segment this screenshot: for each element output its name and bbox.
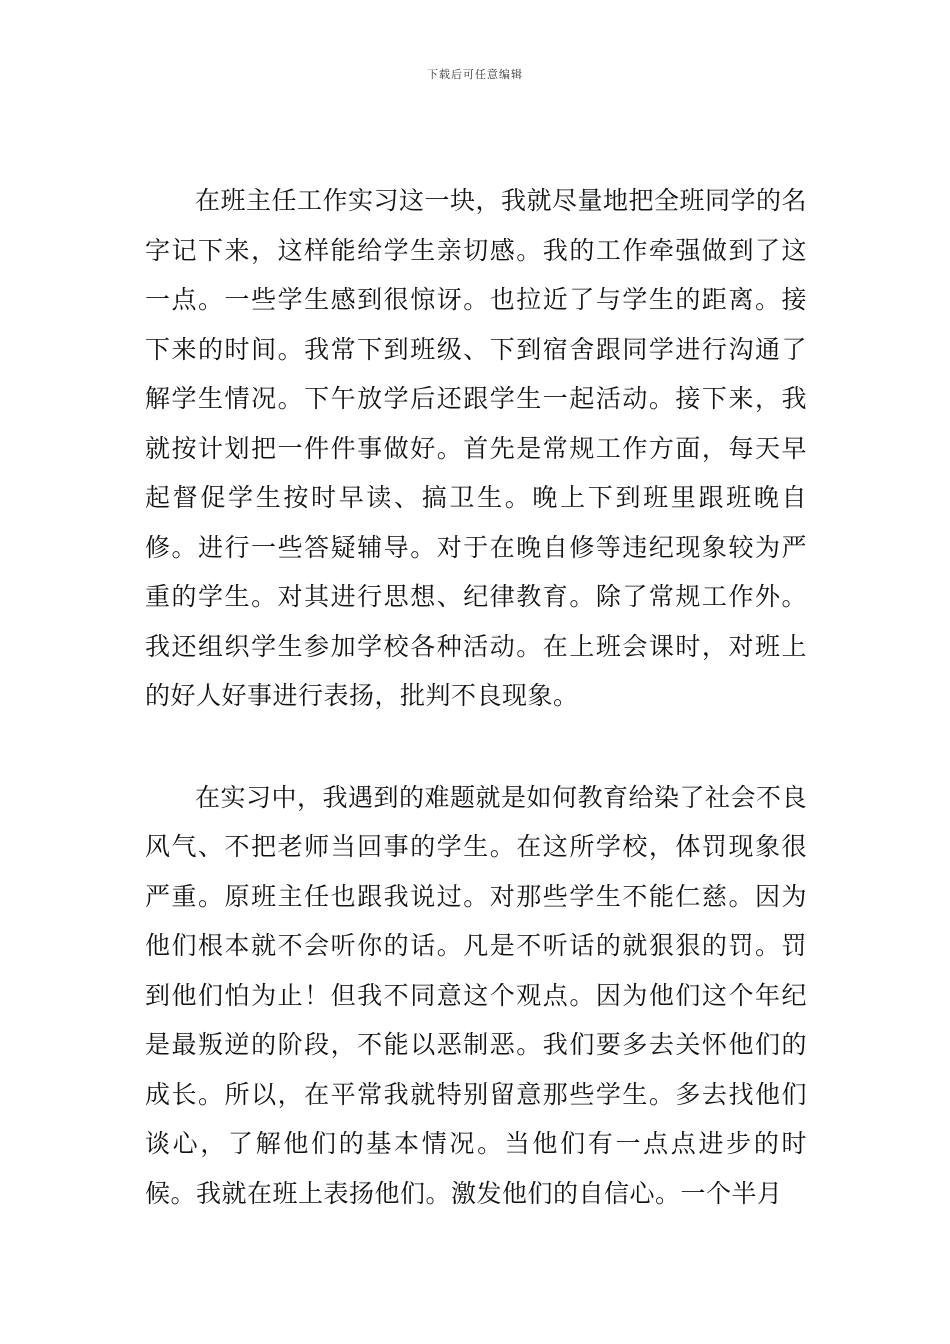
paragraph-1: 在班主任工作实习这一块，我就尽量地把全班同学的名字记下来，这样能给学生亲切感。我的工作牵强做到了这一点。一些学生感到很惊讶。也拉近了与学生的距离。接下来的时间。我常下到班级、下到宿舍跟同学进行沟通了解学生情况。下午放学后还跟学生一起活动。接下来，我就按计划把一件件事做好。首先是常规工作方面，每天早起督促学生按时早读、搞卫生。晚上下到班里跟班晚自修。进行一些答疑辅导。对于在晚自修等违纪现象较为严重的学生。对其进行思想、纪律教育。除了常规工作外。我还组织学生参加学校各种活动。在上班会课时，对班上的好人好事进行表扬，批判不良现象。 — [145, 186, 808, 710]
page-header-note: 下载后可任意编辑 — [427, 68, 523, 81]
paragraph-2: 在实习中，我遇到的难题就是如何教育给染了社会不良风气、不把老师当回事的学生。在这所学校，体罚现象很严重。原班主任也跟我说过。对那些学生不能仁慈。因为他们根本就不会听你的话。凡是不听话的就狠狠的罚。罚到他们怕为止！但我不同意这个观点。因为他们这个年纪是最叛逆的阶段，不能以恶制恶。我们要多去关怀他们的成长。所以，在平常我就特别留意那些学生。多去找他们谈心，了解他们的基本情况。当他们有一点点进步的时候。我就在班上表扬他们。激发他们的自信心。一个半月 — [145, 782, 808, 1208]
document-body — [145, 176, 807, 1218]
